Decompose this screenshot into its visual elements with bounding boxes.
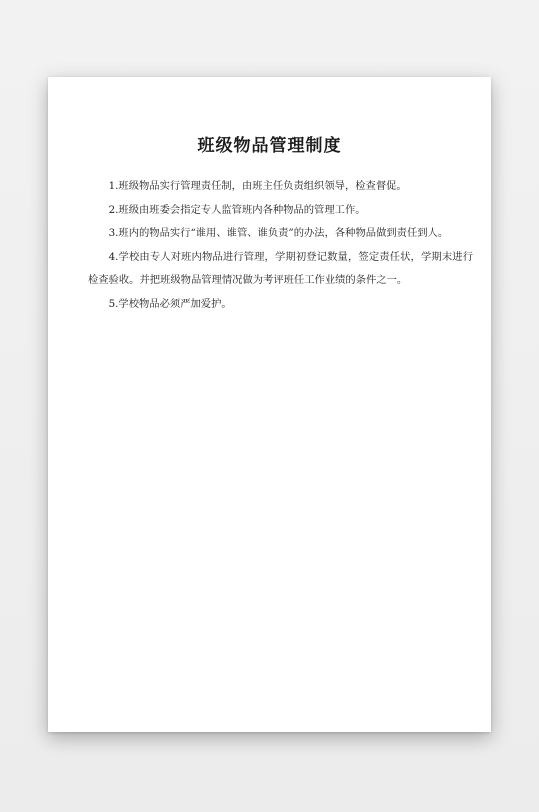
document-body bbox=[88, 175, 473, 316]
rule-item-2: 2.班级由班委会指定专人监管班内各种物品的管理工作。 bbox=[108, 203, 366, 216]
rule-item-1: 1.班级物品实行管理责任制，由班主任负责组织领导，检查督促。 bbox=[108, 180, 407, 192]
rule-item-5: 5.学校物品必须严加爱护。 bbox=[108, 297, 232, 310]
rule-item-3: 3.班内的物品实行“谁用、谁管、谁负责”的办法，各种物品做到责任到人。 bbox=[108, 227, 449, 239]
document-page bbox=[48, 77, 491, 732]
document-title: 班级物品管理制度 bbox=[197, 136, 342, 156]
rule-item-4: 4.学校由专人对班内物品进行管理，学期初登记数量，签定责任状，学期末进行检查验收。并把班级物品管理情况做为考评班任工作业绩的条件之一。 bbox=[88, 250, 473, 286]
